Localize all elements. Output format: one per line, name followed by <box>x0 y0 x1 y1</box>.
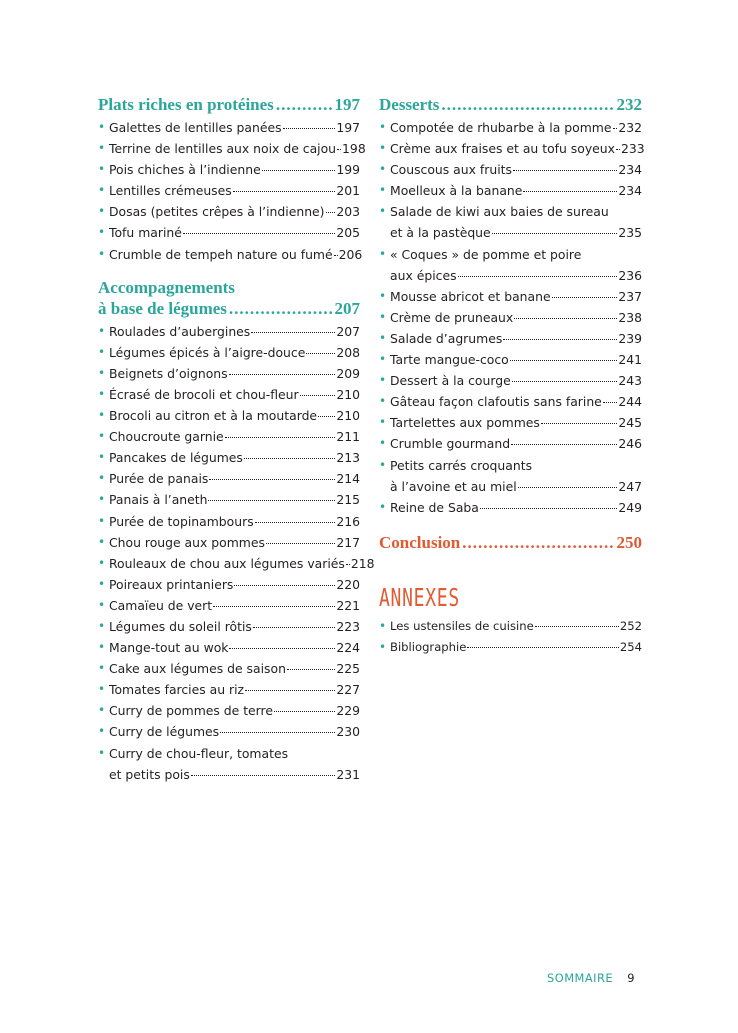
dot-leader <box>458 276 618 277</box>
toc-item-text: • Compotée de rhubarbe à la pomme <box>390 120 612 135</box>
dot-leader <box>266 543 335 544</box>
toc-item[interactable] <box>98 201 360 222</box>
toc-item-text: • Couscous aux fruits <box>390 162 512 178</box>
toc-item[interactable] <box>98 468 360 489</box>
section-page: 197 <box>334 95 360 114</box>
toc-item-page: 227 <box>336 682 360 698</box>
dot-leader <box>234 585 335 586</box>
toc-item-page: 218 <box>350 555 375 571</box>
toc-item[interactable] <box>98 743 360 785</box>
toc-item[interactable] <box>98 489 360 510</box>
section-title-conclusion[interactable] <box>379 532 642 553</box>
toc-item[interactable] <box>98 700 360 721</box>
dot-leader <box>209 479 335 480</box>
toc-item-text: • Reine de Saba <box>390 499 479 515</box>
dot-leader <box>208 500 335 501</box>
toc-item-page: 213 <box>336 450 360 466</box>
toc-item-text: • Pancakes de légumes <box>109 450 243 466</box>
toc-list <box>379 117 645 201</box>
toc-item-text: • Dosas (petites crêpes à l’indienne) <box>109 204 325 220</box>
toc-item-line2: et à la pastèque <box>390 225 491 241</box>
dot-leader <box>318 416 335 417</box>
section-title-line1: Accompagnements <box>98 277 235 297</box>
toc-item[interactable] <box>379 180 642 201</box>
toc-item[interactable] <box>379 497 642 518</box>
toc-item-page: 237 <box>618 288 642 304</box>
toc-item-text: • Crumble gourmand <box>390 436 511 452</box>
toc-left-column <box>98 91 375 785</box>
toc-item-text: • Légumes du soleil rôtis <box>109 618 252 634</box>
toc-item-page: 245 <box>618 415 642 431</box>
dot-leader <box>513 170 617 171</box>
toc-item[interactable] <box>379 349 642 370</box>
dot-leader <box>229 648 335 649</box>
toc-item-page: 235 <box>618 225 642 241</box>
toc-item[interactable] <box>98 616 360 637</box>
toc-list <box>98 117 366 265</box>
dot-leader <box>510 360 618 361</box>
toc-item-page: 234 <box>618 183 642 199</box>
dot-leader <box>326 212 336 213</box>
dot-leader <box>306 353 335 354</box>
dot-leader <box>251 332 335 333</box>
toc-item[interactable] <box>98 244 363 265</box>
toc-item-page: 199 <box>336 162 360 178</box>
toc-item[interactable] <box>98 679 360 700</box>
toc-item[interactable] <box>379 616 642 637</box>
toc-item-text: • Tartelettes aux pommes <box>390 415 540 431</box>
toc-item-page: 201 <box>336 183 360 199</box>
toc-item[interactable] <box>98 384 360 405</box>
dot-leader <box>613 128 618 129</box>
toc-item-text: • Choucroute garnie <box>109 429 224 445</box>
toc-item[interactable] <box>98 222 360 243</box>
toc-item[interactable] <box>98 637 360 658</box>
toc-item-text: • Crème aux fraises et au tofu soyeux <box>390 141 615 157</box>
toc-item-page: 232 <box>618 120 642 135</box>
toc-item-page: 225 <box>336 661 360 677</box>
toc-item-page: 233 <box>621 141 645 157</box>
toc-list <box>98 321 375 743</box>
toc-item-page: 224 <box>336 640 360 656</box>
dot-leader <box>541 423 617 424</box>
toc-item[interactable] <box>98 511 360 532</box>
toc-item-page: 223 <box>336 618 360 634</box>
dot-leader <box>300 395 336 396</box>
toc-item[interactable] <box>98 363 360 384</box>
toc-item-page: 214 <box>336 471 360 487</box>
toc-item-page: 252 <box>619 618 642 633</box>
toc-item-text: • Crumble de tempeh nature ou fumé <box>109 246 333 262</box>
toc-item-page: 197 <box>336 120 360 135</box>
dot-leader <box>253 627 335 628</box>
toc-item-page: 215 <box>336 492 360 508</box>
dot-leader <box>276 94 333 115</box>
toc-item[interactable] <box>379 433 642 454</box>
toc-item-text: • Dessert à la courge <box>390 373 511 389</box>
toc-item-page: 198 <box>342 141 366 157</box>
toc-item-page: 209 <box>336 365 360 381</box>
toc-item[interactable] <box>98 532 360 553</box>
section-page: 207 <box>334 298 360 318</box>
toc-list <box>98 743 360 785</box>
toc-item-text: • Tomates farcies au riz <box>109 682 245 698</box>
toc-item-text: • Cake aux légumes de saison <box>109 661 286 677</box>
toc-item-text: • Brocoli au citron et à la moutarde <box>109 408 318 424</box>
toc-item[interactable] <box>98 138 366 159</box>
dot-leader <box>337 149 341 150</box>
dot-leader <box>523 191 617 192</box>
toc-item-text: • Camaïeu de vert <box>109 597 213 613</box>
toc-item[interactable] <box>98 426 360 447</box>
dot-leader <box>441 94 614 115</box>
toc-item-page: 244 <box>618 394 642 410</box>
toc-item-page: 234 <box>618 162 642 178</box>
dot-leader <box>229 374 336 375</box>
dot-leader <box>244 458 335 459</box>
toc-item-text: • Galettes de lentilles panées <box>109 120 282 135</box>
section-title-proteines[interactable] <box>98 94 360 115</box>
dot-leader <box>511 444 617 445</box>
toc-item-text: • Moelleux à la banane <box>390 183 523 199</box>
dot-leader <box>512 381 618 382</box>
toc-item-page: 246 <box>618 436 642 452</box>
toc-item-page: 241 <box>618 352 642 368</box>
toc-item-page: 217 <box>336 534 360 550</box>
toc-item-line1: • Salade de kiwi aux baies de sureau <box>390 204 609 220</box>
toc-item-text: • Poireaux printaniers <box>109 576 234 592</box>
section-title-text: Plats riches en protéines <box>98 95 274 114</box>
toc-item[interactable] <box>98 553 375 574</box>
toc-item-page: 247 <box>618 478 642 494</box>
toc-item-line2: aux épices <box>390 267 457 283</box>
toc-item-text: • Les ustensiles de cuisine <box>390 618 534 633</box>
toc-item-page: 238 <box>618 309 642 325</box>
toc-item-page: 220 <box>336 576 360 592</box>
toc-item[interactable] <box>379 328 642 349</box>
toc-item-page: 229 <box>336 703 360 719</box>
section-page: 250 <box>616 532 642 552</box>
toc-item[interactable] <box>379 117 642 138</box>
dot-leader <box>603 402 618 403</box>
toc-item[interactable] <box>98 574 360 595</box>
dot-leader <box>213 606 335 607</box>
toc-item-text: • Pois chiches à l’indienne <box>109 162 261 178</box>
toc-item[interactable] <box>379 307 642 328</box>
dot-leader <box>220 732 335 733</box>
toc-item-text: • Bibliographie <box>390 639 467 654</box>
toc-item[interactable] <box>379 370 642 391</box>
toc-item-line1: • Curry de chou-fleur, tomates <box>109 745 289 761</box>
toc-item-page: 206 <box>338 246 363 262</box>
toc-item-page: 203 <box>336 204 360 220</box>
toc-item-page: 254 <box>619 639 642 654</box>
toc-item[interactable] <box>379 412 642 433</box>
page-footer <box>547 971 635 985</box>
toc-item-page: 231 <box>336 766 360 782</box>
toc-item-page: 211 <box>336 429 360 445</box>
dot-leader <box>503 339 617 340</box>
toc-item[interactable] <box>98 342 360 363</box>
toc-item[interactable] <box>379 159 642 180</box>
toc-item-text: • Roulades d’aubergines <box>109 323 251 339</box>
section-title-accompagnements[interactable] <box>98 277 360 319</box>
dot-leader <box>518 487 618 488</box>
toc-item-line2: à l’avoine et au miel <box>390 478 517 494</box>
toc-item-page: 243 <box>618 373 642 389</box>
toc-item-text: • Terrine de lentilles aux noix de cajou <box>109 141 337 157</box>
dot-leader <box>233 191 336 192</box>
toc-list <box>379 616 642 658</box>
dot-leader <box>287 669 335 670</box>
toc-item[interactable] <box>98 180 360 201</box>
dot-leader <box>245 690 335 691</box>
toc-item-text: • Mange-tout au wok <box>109 640 229 656</box>
dot-leader <box>183 233 335 234</box>
toc-list <box>379 497 642 518</box>
dot-leader <box>480 508 617 509</box>
toc-list <box>379 286 642 455</box>
toc-list <box>379 455 642 497</box>
annexes-title: ANNEXES <box>379 582 460 612</box>
toc-item-page: 249 <box>618 499 642 515</box>
toc-item-page: 216 <box>336 513 360 529</box>
toc-item[interactable] <box>379 391 642 412</box>
dot-leader <box>462 532 614 553</box>
dot-leader <box>467 647 618 648</box>
toc-item[interactable] <box>98 658 360 679</box>
dot-leader <box>262 170 336 171</box>
footer-label: SOMMAIRE <box>547 971 614 985</box>
toc-item-text: • Lentilles crémeuses <box>109 183 232 199</box>
toc-item-page: 207 <box>336 323 360 339</box>
toc-item-page: 236 <box>618 267 642 283</box>
dot-leader <box>255 522 336 523</box>
toc-item[interactable] <box>98 405 360 426</box>
toc-item-page: 210 <box>336 386 360 402</box>
toc-item-text: • Curry de pommes de terre <box>109 703 274 719</box>
toc-item[interactable] <box>379 637 642 658</box>
toc-item-line1: • Petits carrés croquants <box>390 457 533 473</box>
dot-leader <box>283 128 336 129</box>
dot-leader <box>616 149 620 150</box>
toc-right-column <box>379 91 645 658</box>
toc-item-line1: • « Coques » de pomme et poire <box>390 246 582 262</box>
section-title-line2: à base de légumes <box>98 298 227 318</box>
toc-list <box>379 201 642 285</box>
toc-item-text: • Crème de pruneaux <box>390 309 514 325</box>
dot-leader <box>229 298 333 319</box>
section-page: 232 <box>616 95 642 114</box>
toc-item[interactable] <box>379 244 642 286</box>
toc-item[interactable] <box>98 595 360 616</box>
toc-item-page: 210 <box>336 408 360 424</box>
toc-item[interactable] <box>98 721 360 742</box>
toc-item[interactable] <box>379 138 645 159</box>
toc-item-text: • Mousse abricot et banane <box>390 288 551 304</box>
toc-item-page: 230 <box>336 724 360 740</box>
toc-item-text: • Légumes épicés à l’aigre-douce <box>109 344 306 360</box>
toc-item-page: 239 <box>618 330 642 346</box>
toc-item-text: • Purée de topinambours <box>109 513 254 529</box>
toc-item-text: • Chou rouge aux pommes <box>109 534 265 550</box>
toc-item-text: • Panais à l’aneth <box>109 492 208 508</box>
toc-item-page: 205 <box>336 225 360 241</box>
toc-item-text: • Écrasé de brocoli et chou-fleur <box>109 386 299 402</box>
dot-leader <box>346 564 350 565</box>
dot-leader <box>191 775 336 776</box>
toc-item-text: • Rouleaux de chou aux légumes variés <box>109 555 345 571</box>
toc-item[interactable] <box>98 447 360 468</box>
toc-item-text: • Salade d’agrumes <box>390 330 503 346</box>
dot-leader <box>334 255 338 256</box>
dot-leader <box>274 711 335 712</box>
section-title-desserts[interactable] <box>379 94 642 115</box>
toc-item[interactable] <box>98 117 360 138</box>
toc-item-text: • Tarte mangue-coco <box>390 352 509 368</box>
toc-item-text: • Curry de légumes <box>109 724 220 740</box>
section-title-text: Desserts <box>379 95 440 114</box>
toc-item-text: • Purée de panais <box>109 471 209 487</box>
dot-leader <box>225 437 336 438</box>
dot-leader <box>552 297 618 298</box>
toc-item-text: • Gâteau façon clafoutis sans farine <box>390 394 602 410</box>
toc-item[interactable] <box>98 321 360 342</box>
toc-item-line2: et petits pois <box>109 766 190 782</box>
toc-item-page: 208 <box>336 344 360 360</box>
toc-item[interactable] <box>98 159 360 180</box>
toc-item[interactable] <box>379 286 642 307</box>
dot-leader <box>492 233 618 234</box>
dot-leader <box>514 318 617 319</box>
page-number: 9 <box>627 971 635 985</box>
dot-leader <box>535 626 619 627</box>
toc-item[interactable] <box>379 455 642 497</box>
toc-item-page: 221 <box>336 597 360 613</box>
toc-item[interactable] <box>379 201 642 243</box>
toc-item-text: • Beignets d’oignons <box>109 365 228 381</box>
section-title-text: Conclusion <box>379 532 461 552</box>
toc-item-text: • Tofu mariné <box>109 225 182 241</box>
